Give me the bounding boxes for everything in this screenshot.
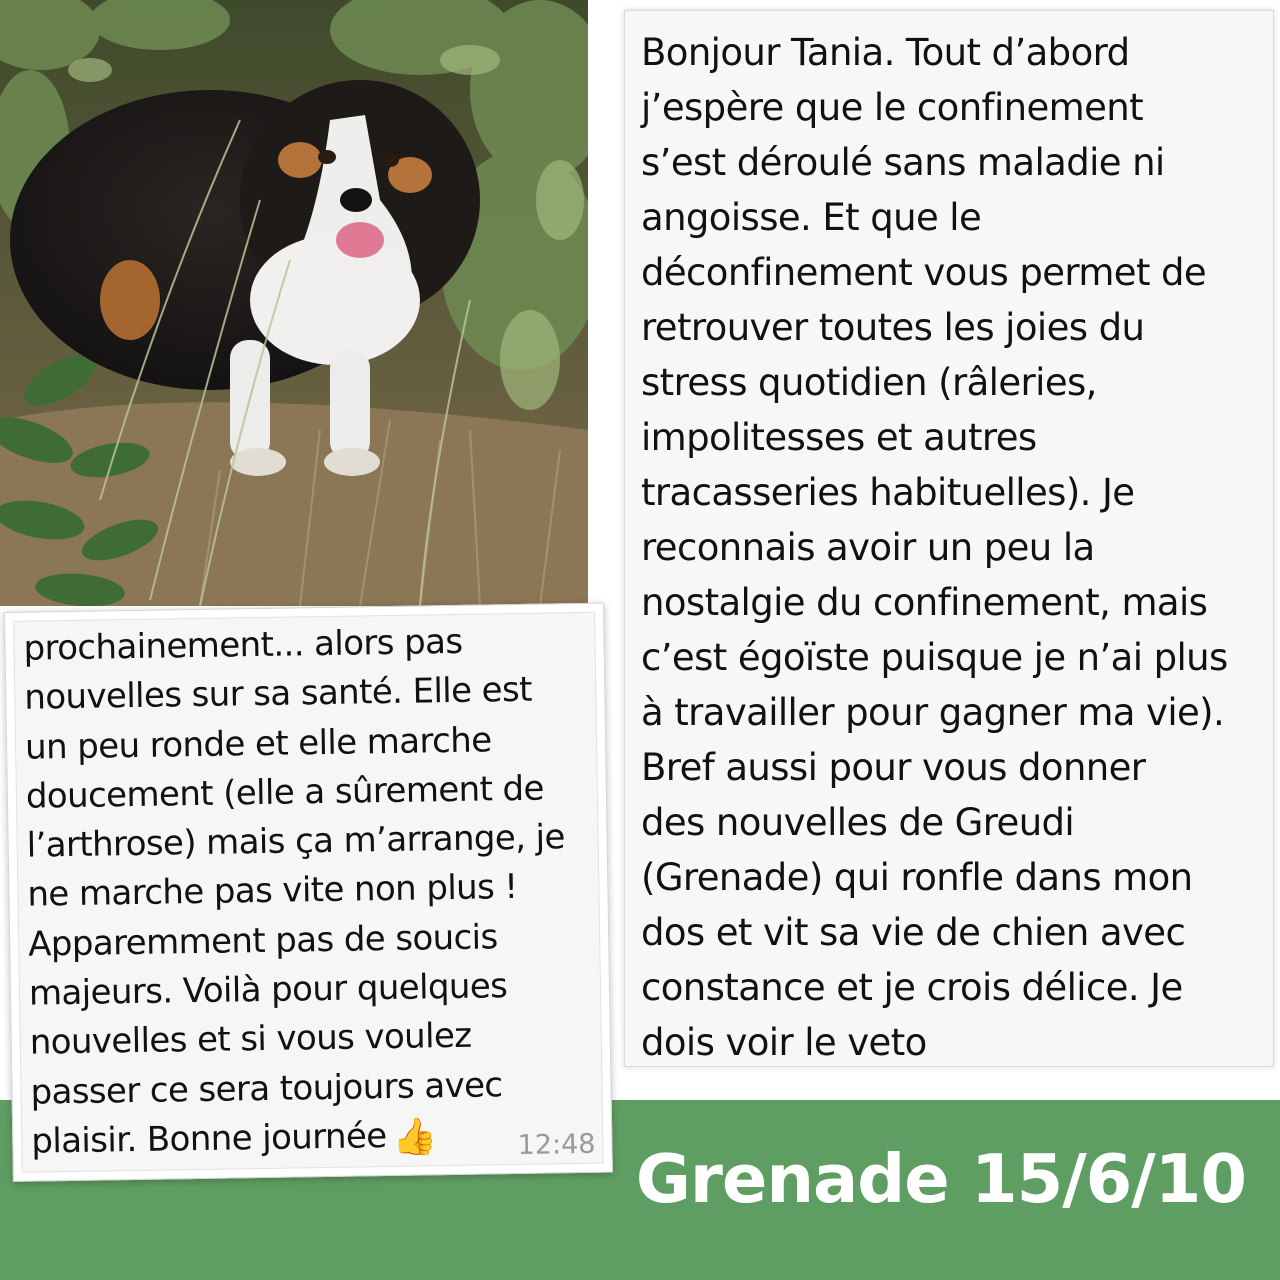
message-line: l’arthrose) mais ça m’arrange, je xyxy=(26,817,566,866)
message-left-text xyxy=(23,616,611,1167)
message-line: passer ce sera toujours avec xyxy=(30,1064,503,1113)
message-line: ne marche pas vite non plus ! xyxy=(27,867,518,916)
message-line: des nouvelles de Greudi xyxy=(641,801,1075,844)
message-line: à travailler pour gagner ma vie). xyxy=(641,691,1225,734)
message-line: s’est déroulé sans maladie ni xyxy=(641,141,1165,184)
message-line: dois voir le veto xyxy=(641,1021,927,1064)
message-line: c’est égoïste puisque je n’ai plus xyxy=(641,636,1228,679)
message-line: j’espère que le confinement xyxy=(641,86,1144,129)
caption-title: Grenade 15/6/10 xyxy=(635,1140,1246,1218)
message-line: déconfinement vous permet de xyxy=(641,251,1207,294)
message-line: impolitesses et autres xyxy=(641,416,1037,459)
message-last-line-text: plaisir. Bonne journée xyxy=(31,1116,387,1162)
message-right-text xyxy=(641,25,1273,1070)
message-line: prochainement... alors pas xyxy=(23,621,463,669)
message-card-right xyxy=(624,10,1274,1067)
message-line: nostalgie du confinement, mais xyxy=(641,581,1208,624)
message-card-left xyxy=(4,603,613,1182)
message-line: (Grenade) qui ronfle dans mon xyxy=(641,856,1193,899)
message-line: reconnais avoir un peu la xyxy=(641,526,1095,569)
thumbs-up-icon: 👍 xyxy=(392,1116,438,1158)
message-line: dos et vit sa vie de chien avec xyxy=(641,911,1186,954)
message-line: tracasseries habituelles). Je xyxy=(641,471,1135,514)
message-line: Apparemment pas de soucis xyxy=(27,917,498,965)
message-line: angoisse. Et que le xyxy=(641,196,982,239)
message-line: constance et je crois délice. Je xyxy=(641,966,1183,1009)
message-line: doucement (elle a sûrement de xyxy=(25,768,545,817)
message-line: un peu ronde et elle marche xyxy=(24,719,492,768)
message-line: Bonjour Tania. Tout d’abord xyxy=(641,31,1130,74)
message-timestamp: 12:48 xyxy=(517,1128,596,1161)
message-line: nouvelles sur sa santé. Elle est xyxy=(24,670,533,718)
message-line: majeurs. Voilà pour quelques xyxy=(28,966,508,1014)
message-line: nouvelles et si vous voulez xyxy=(29,1016,472,1064)
message-line: stress quotidien (râleries, xyxy=(641,361,1097,404)
message-line: retrouver toutes les joies du xyxy=(641,306,1145,349)
dog-photo xyxy=(0,0,588,606)
message-line: Bref aussi pour vous donner xyxy=(641,746,1146,789)
